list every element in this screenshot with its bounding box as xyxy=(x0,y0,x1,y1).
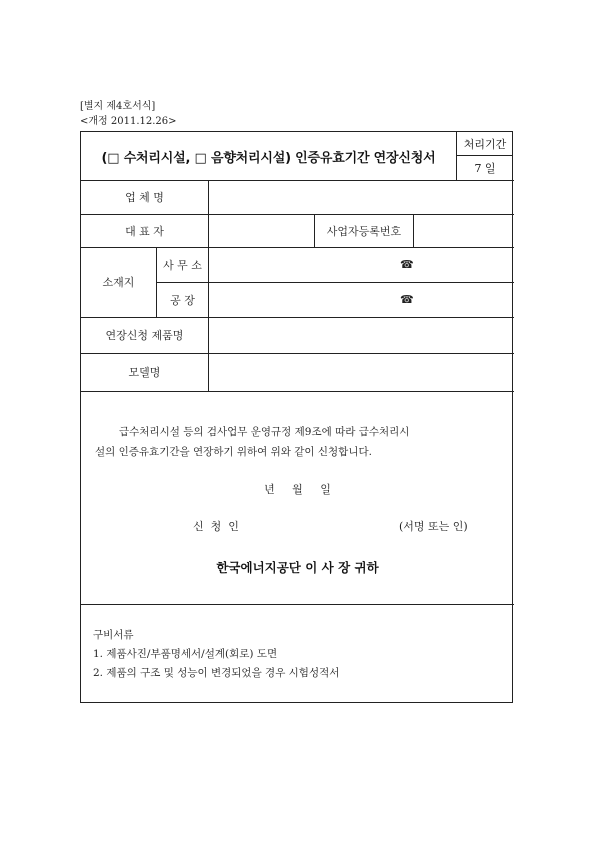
company-name-field[interactable] xyxy=(209,180,514,214)
factory-address-field[interactable] xyxy=(209,282,514,317)
office-label: 사 무 소 xyxy=(163,258,202,272)
processing-period-label: 처리기간 xyxy=(457,132,513,156)
divider xyxy=(81,391,514,392)
phone-icon: ☎ xyxy=(400,293,414,306)
product-name-field[interactable] xyxy=(209,317,514,353)
model-name-field[interactable] xyxy=(209,353,514,391)
location-label: 소재지 xyxy=(102,276,135,289)
product-name-label: 연장신청 제품명 xyxy=(105,329,184,342)
business-registration-field[interactable] xyxy=(414,214,514,247)
company-name-label: 업 체 명 xyxy=(125,191,164,204)
form-number: [별지 제4호서식] xyxy=(80,101,156,112)
statement-line-2: 설의 인증유효기간을 연장하기 위하여 위와 같이 신청합니다. xyxy=(95,446,372,458)
documents-item: 2. 제품의 구조 및 성능이 변경되었을 경우 시험성적서 xyxy=(93,667,340,679)
form-title: (□ 수처리시설, □ 음향처리시설) 인증유효기간 연장신청서 xyxy=(101,150,436,166)
applicant-label: 신 청 인 xyxy=(193,520,239,533)
application-form xyxy=(80,131,513,703)
divider xyxy=(81,604,514,605)
model-name-label: 모델명 xyxy=(128,366,161,379)
documents-item: 1. 제품사진/부품명세서/설계(회로) 도면 xyxy=(93,648,278,660)
representative-label: 대 표 자 xyxy=(125,224,164,238)
recipient: 한국에너지공단 이 사 장 귀하 xyxy=(216,560,379,575)
office-address-field[interactable] xyxy=(209,247,514,282)
phone-icon: ☎ xyxy=(400,258,414,271)
processing-period-value: 7 일 xyxy=(474,161,496,175)
processing-period-box xyxy=(456,132,513,180)
business-registration-label: 사업자등록번호 xyxy=(326,224,402,238)
revision-date: <개정 2011.12.26> xyxy=(80,116,177,127)
application-date: 년 월 일 xyxy=(264,483,331,496)
representative-field[interactable] xyxy=(209,214,314,247)
statement-line-1: 급수처리시설 등의 검사업무 운영규정 제9조에 따라 급수처리시 xyxy=(119,426,410,438)
signature-label: (서명 또는 인) xyxy=(399,520,468,533)
title-row xyxy=(81,132,514,180)
documents-title: 구비서류 xyxy=(93,629,134,641)
factory-label: 공 장 xyxy=(170,293,195,307)
